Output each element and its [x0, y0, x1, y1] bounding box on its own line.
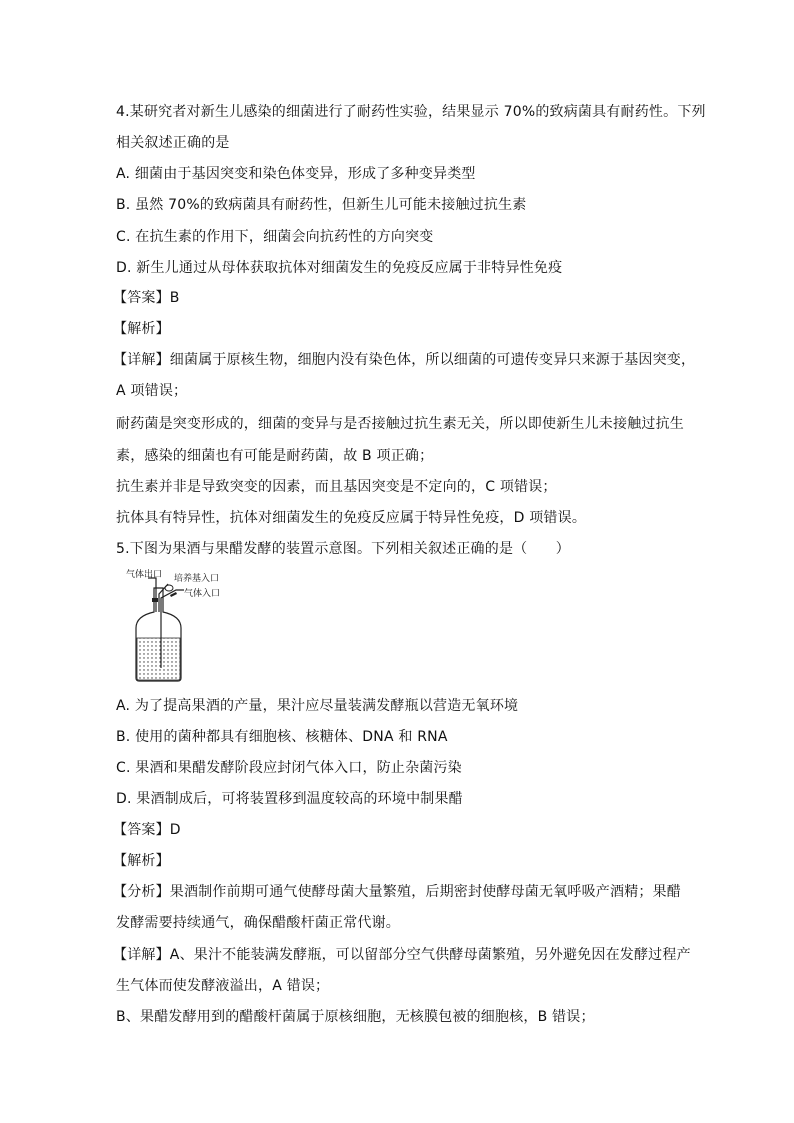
label-gas-outlet: 气体出口 — [126, 570, 163, 580]
q4-option-c: C. 在抗生素的作用下，细菌会向抗药性的方向突变 — [116, 229, 434, 245]
q5-detail-line-1: 【详解】A、果汁不能装满发酵瓶，可以留部分空气供酵母菌繁殖，另外避免因在发酵过程产 — [113, 947, 691, 963]
gas-outlet-clamp — [152, 598, 158, 602]
q4-option-b: B. 虽然 70%的致病菌具有耐药性，但新生儿可能未接触过抗生素 — [116, 197, 527, 213]
q4-analysis-title: 【解析】 — [113, 321, 170, 337]
q4-detail-line-4: 素，感染的细菌也有可能是耐药菌，故 B 项正确； — [116, 448, 434, 464]
fermentation-apparatus-diagram — [126, 568, 236, 683]
q5-stem: 5.下图为果酒与果醋发酵的装置示意图。下列相关叙述正确的是（ ） — [116, 541, 570, 557]
q4-detail-line-2: A 项错误； — [116, 383, 188, 399]
fermentation-apparatus-figure — [126, 568, 236, 683]
q5-option-b: B. 使用的菌种都具有细胞核、核糖体、DNA 和 RNA — [116, 729, 448, 745]
q4-stem-line-2: 相关叙述正确的是 — [116, 135, 230, 151]
q4-option-a: A. 细菌由于基因突变和染色体变异，形成了多种变异类型 — [116, 166, 476, 182]
q5-detail-line-3: B、果醋发酵用到的醋酸杆菌属于原核细胞，无核膜包被的细胞核，B 错误； — [116, 1009, 595, 1025]
q5-analysis-line-1: 【分析】果酒制作前期可通气使酵母菌大量繁殖，后期密封使酵母菌无氧呼吸产酒精；果醋 — [113, 884, 681, 900]
q5-analysis-title: 【解析】 — [113, 853, 170, 869]
gas-outlet-tube — [148, 578, 156, 612]
label-gas-inlet: 气体入口 — [184, 589, 221, 599]
q5-analysis-line-2: 发酵需要持续通气，确保醋酸杆菌正常代谢。 — [116, 915, 400, 931]
q5-option-d: D. 果酒制成后，可将装置移到温度较高的环境中制果醋 — [116, 791, 463, 807]
q4-detail-line-3: 耐药菌是突变形成的，细菌的变异与是否接触过抗生素无关，所以即使新生儿未接触过抗生 — [116, 416, 684, 432]
fermentation-liquid — [137, 638, 180, 680]
label-medium-inlet: 培养基入口 — [174, 574, 220, 584]
q5-answer: 【答案】D — [113, 822, 181, 838]
medium-inlet-clamp — [165, 585, 173, 591]
q5-option-a: A. 为了提高果酒的产量，果汁应尽量装满发酵瓶以营造无氧环境 — [116, 698, 519, 714]
q4-detail-line-6: 抗体具有特异性，抗体对细菌发生的免疫反应属于特异性免疫，D 项错误。 — [116, 510, 587, 526]
q4-stem-line-1: 4.某研究者对新生儿感染的细菌进行了耐药性实验，结果显示 70%的致病菌具有耐药性。下列 — [116, 104, 706, 120]
q4-option-d: D. 新生儿通过从母体获取抗体对细菌发生的免疫反应属于非特异性免疫 — [116, 260, 563, 276]
q5-option-c: C. 果酒和果醋发酵阶段应封闭气体入口，防止杂菌污染 — [116, 760, 462, 776]
q4-detail-line-1: 【详解】细菌属于原核生物，细胞内没有染色体，所以细菌的可遗传变异只来源于基因突变， — [113, 352, 696, 368]
q5-detail-line-2: 生气体而使发酵液溢出，A 错误； — [116, 978, 330, 994]
q4-detail-line-5: 抗生素并非是导致突变的因素，而且基因突变是不定向的，C 项错误； — [116, 479, 557, 495]
q4-answer: 【答案】B — [113, 290, 180, 306]
